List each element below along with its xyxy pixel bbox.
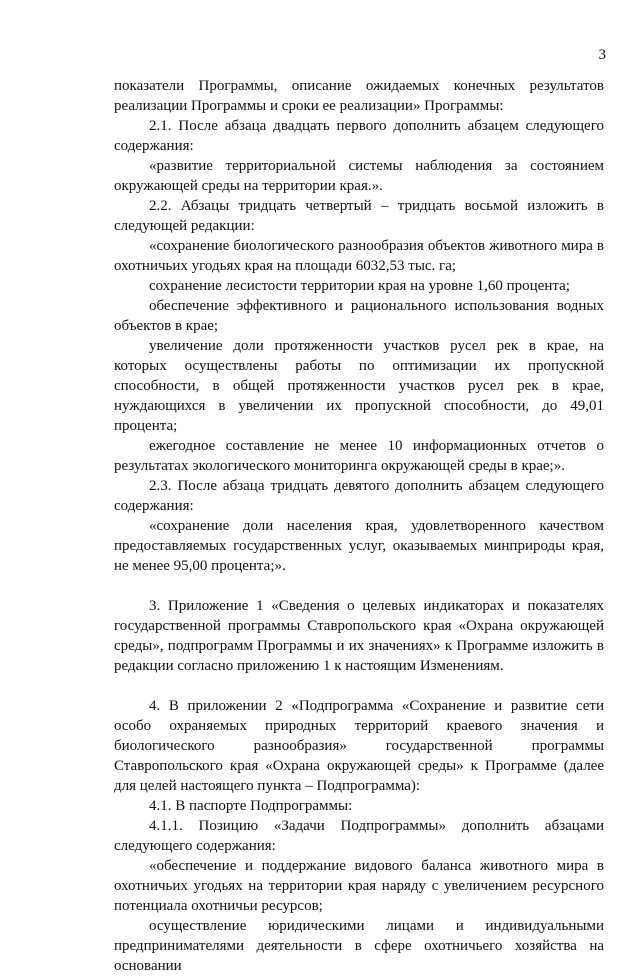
paragraph: ежегодное составление не менее 10 информационных отчетов о результатах экологического мониторинга окружающей среды в крае;». [114,438,604,474]
paragraph: 4.1. В паспорте Подпрограммы: [149,798,353,814]
paragraph: 4.1.1. Позицию «Задачи Подпрограммы» дополнить абзацами следующего содержания: [114,818,604,854]
paragraph: 4. В приложении 2 «Подпрограмма «Сохранение и развитие сети особо охраняемых природных территорий краевого значения и биологического разнообразия» государственной программы Ставропольского края «Охрана окружающей среды» к Программе (далее для целей настоящего пункта – Подпрограмма): [114,698,604,794]
paragraph: увеличение доли протяженности участков русел рек в крае, на которых осуществлены работы по оптимизации их пропускной способности, в общей протяженности участков русел рек в крае, нуждающихся в увеличении их пропускной способности, до 49,01 процента; [114,338,604,434]
document-body [114,76,604,976]
paragraph: 2.3. После абзаца тридцать девятого дополнить абзацем следующего содержания: [114,478,604,514]
paragraph: «развитие территориальной системы наблюдения за состоянием окружающей среды на территории края.». [114,158,604,194]
paragraph: обеспечение эффективного и рационального использования водных объектов в крае; [114,298,604,334]
paragraph: «сохранение биологического разнообразия объектов животного мира в охотничьих угодьях края на площади 6032,53 тыс. га; [114,238,604,274]
paragraph: 2.2. Абзацы тридцать четвертый – тридцать восьмой изложить в следующей редакции: [114,198,604,234]
page-number: 3 [598,47,606,63]
paragraph: показатели Программы, описание ожидаемых конечных результатов реализации Программы и сроки ее реализации» Программы: [114,78,604,114]
paragraph: 2.1. После абзаца двадцать первого дополнить абзацем следующего содержания: [114,118,604,154]
paragraph: 3. Приложение 1 «Сведения о целевых индикаторах и показателях государственной программы Ставропольского края «Охрана окружающей среды», подпрограмм Программы и их значениях» к Программе изложить в редакции согласно приложению 1 к настоящим Изменениям. [114,598,604,674]
paragraph: «обеспечение и поддержание видового баланса животного мира в охотничьих угодьях на территории края наряду с увеличением ресурсного потенциала охотничьи ресурсов; [114,858,604,914]
paragraph: осуществление юридическими лицами и индивидуальными предпринимателями деятельности в сфере охотничьего хозяйства на основании [114,918,604,974]
paragraph: «сохранение доли населения края, удовлетворенного качеством предоставляемых государственных услуг, оказываемых минприроды края, не менее 95,00 процента;». [114,518,604,574]
paragraph: сохранение лесистости территории края на уровне 1,60 процента; [149,278,570,294]
